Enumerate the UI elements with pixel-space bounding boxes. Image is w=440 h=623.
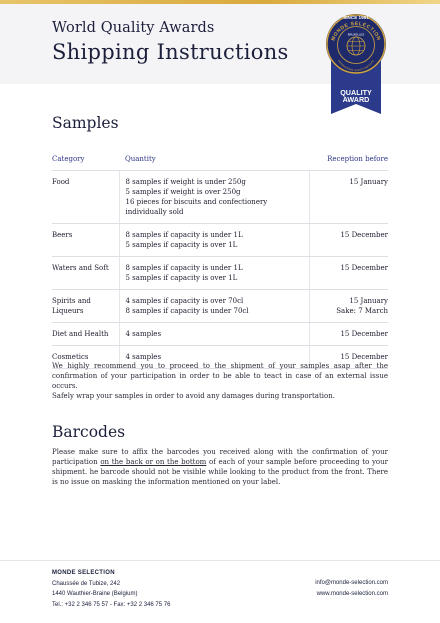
barcodes-section-title: Barcodes [52,423,126,441]
header-subtitle: World Quality Awards [52,20,215,36]
badge-award-line1: QUALITY [340,88,372,97]
quantity-line: 4 samples if capacity is over 70cl [125,296,244,305]
footer-company-name: MONDE SELECTION [52,570,115,576]
footer-address-line: Chaussée de Tubize, 242 [52,580,121,587]
table-row [52,289,388,322]
row-reception [309,289,388,322]
table-row [52,322,388,345]
row-quantity [119,322,309,345]
row-reception [309,256,388,289]
barcodes-text [52,447,388,487]
page-title: Shipping Instructions [52,40,289,64]
table-row [52,223,388,256]
reception-date: 15 December [340,329,388,338]
badge-inner-text: BRUXELLES [347,32,365,37]
row-category: Food [52,170,119,223]
quantity-line: 4 samples [125,352,162,361]
row-quantity [119,289,309,322]
barcodes-text-part: Please make sure to affix the barcodes you received along with the confirmation of your participation [52,448,388,466]
quantity-line: 8 samples if weight is under 250g [125,177,246,186]
quantity-line: 8 samples if capacity is under 70cl [125,306,249,315]
footer-address-line: 1440 Wauthier-Braine (Belgium) [52,591,138,597]
column-header-quantity: Quantity [119,148,309,170]
row-reception [309,223,388,256]
column-header-reception: Reception before [309,148,388,170]
samples-table [52,148,388,369]
row-reception [309,170,388,223]
badge-lower-ring-text: INTERNATIONAL QUALITY INSTITUTE [337,59,375,73]
monde-selection-award-badge [325,8,387,114]
footer-website-link[interactable]: www.monde-selection.com [316,590,388,597]
footer-contact-block [315,578,388,599]
reception-date-sake: Sake: 7 March [336,306,388,315]
table-header-row [52,148,388,170]
footer-phone-fax: Tel.: +32 2 346 75 57 - Fax: +32 2 346 75 76 [52,601,171,608]
row-category: Cosmetics [52,345,119,368]
quantity-line: 8 samples if capacity is under 1L [125,230,243,239]
quantity-line: 16 pieces for biscuits and confectionery individually sold [125,197,268,216]
column-header-category: Category [52,148,119,170]
row-category: Beers [52,223,119,256]
footer-email-link[interactable]: info@monde-selection.com [315,580,388,586]
badge-ring-text: MONDE SELECTION [330,20,382,42]
row-quantity [119,170,309,223]
row-quantity [119,223,309,256]
row-reception [309,322,388,345]
quantity-line: 8 samples if capacity is under 1L [125,263,243,272]
reception-date: 15 January [349,177,388,186]
badge-top-text: SINCE 1961 [343,15,369,20]
reception-date: 15 December [340,263,388,272]
shipment-recommendation-text: We highly recommend you to proceed to the shipment of your samples asap after the confirmation of your participation in order to be able to teact in case of an external issue occurs. [52,362,388,390]
samples-section-title: Samples [52,114,119,132]
table-row [52,256,388,289]
quantity-line: 5 samples if weight is over 250g [125,187,241,196]
footer-address-block [52,568,170,610]
quantity-line: 4 samples [125,329,162,338]
row-category: Waters and Soft [52,256,119,289]
quantity-line: 5 samples if capacity is over 1L [125,240,238,249]
table-row [52,170,388,223]
barcodes-placement-emphasis: on the back or on the bottom [100,458,207,466]
barcodes-text-part: of each of your sample before proceeding to your shipment. he barcode should not be visible while looking to the product from the front. There is no issue on masking the information mentioned on your label. [52,458,388,486]
reception-date: 15 January [349,296,388,305]
quantity-line: 5 samples if capacity is over 1L [125,273,238,282]
footer-divider [0,560,440,561]
reception-date: 15 December [340,230,388,239]
reception-date: 15 December [340,352,388,361]
row-category: Spirits and Liqueurs [52,289,119,322]
row-category: Diet and Health [52,322,119,345]
wrapping-advice-text: Safely wrap your samples in order to avoid any damages during transportation. [52,392,335,400]
row-quantity [119,256,309,289]
badge-award-line2: AWARD [342,95,370,104]
